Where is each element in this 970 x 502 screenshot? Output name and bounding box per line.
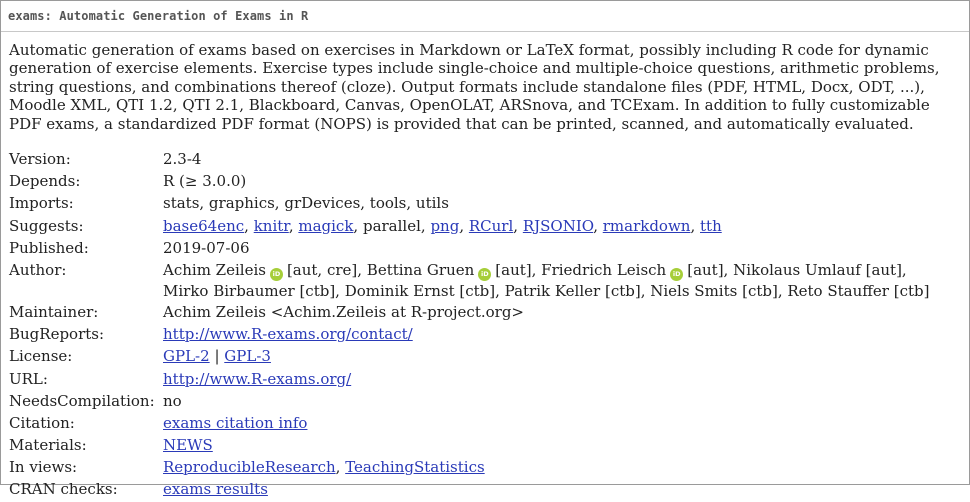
row-published xyxy=(9,238,929,260)
author-line-1 xyxy=(163,260,929,281)
value-citation xyxy=(163,413,929,435)
citation-link[interactable]: exams citation info xyxy=(163,413,308,432)
license-link-gpl2[interactable]: GPL-2 xyxy=(163,347,210,366)
materials-link-news[interactable]: NEWS xyxy=(163,436,213,455)
row-needscompilation xyxy=(9,391,929,413)
value-needscompilation: no xyxy=(163,391,182,410)
orcid-icon[interactable]: iD xyxy=(270,268,283,281)
value-cran-checks xyxy=(163,479,929,501)
license-link-gpl3[interactable]: GPL-3 xyxy=(224,347,271,366)
suggest-link-png[interactable]: png xyxy=(430,216,460,235)
label-cran-checks: CRAN checks: xyxy=(9,480,118,499)
bugreports-link[interactable]: http://www.R-exams.org/contact/ xyxy=(163,325,413,344)
row-license xyxy=(9,346,929,368)
label-published: Published: xyxy=(9,238,89,257)
cran-checks-link[interactable]: exams results xyxy=(163,480,268,499)
suggest-link-base64enc[interactable]: base64enc xyxy=(163,216,245,235)
suggest-link-tth[interactable]: tth xyxy=(700,216,722,235)
author-name-zeileis: Achim Zeileis xyxy=(163,260,266,279)
label-maintainer: Maintainer: xyxy=(9,302,99,321)
label-inviews: In views: xyxy=(9,458,78,477)
row-bugreports xyxy=(9,324,929,346)
label-depends: Depends: xyxy=(9,172,81,191)
author-text-1: [aut, cre], Bettina Gruen xyxy=(286,260,475,279)
suggest-link-rmarkdown[interactable]: rmarkdown xyxy=(602,216,691,235)
orcid-icon[interactable]: iD xyxy=(670,268,683,281)
orcid-icon[interactable]: iD xyxy=(478,268,491,281)
suggest-link-rjsonio[interactable]: RJSONIO xyxy=(522,216,594,235)
url-link[interactable]: http://www.R-exams.org/ xyxy=(163,369,352,388)
row-depends xyxy=(9,171,929,193)
label-bugreports: BugReports: xyxy=(9,325,105,344)
label-citation: Citation: xyxy=(9,413,75,432)
row-version xyxy=(9,149,929,171)
suggest-link-knitr[interactable]: knitr xyxy=(253,216,289,235)
label-version: Version: xyxy=(9,150,71,168)
label-author: Author: xyxy=(9,260,67,279)
package-description: Automatic generation of exams based on exercises in Markdown or LaTeX format, possibly including R code for dynamic generation of exercise elements. Exercise types include single-choice and multiple-choice questions, arithmetic problems, string questions, and combinations thereof (cloze). Output formats include standalone files (PDF, HTML, Docx, ODT, ...), Moodle XML, QTI 1.2, QTI 2.1, Blackboard, Canvas, OpenOLAT, ARSnova, and TCExam. In addition to fully customizable PDF exams, a standardized PDF format (NOPS) is provided that can be printed, scanned, and automatically evaluated. xyxy=(9,41,940,133)
row-author xyxy=(9,260,929,302)
value-materials xyxy=(163,435,929,457)
author-text-3: [aut], Nikolaus Umlauf [aut], xyxy=(687,260,907,279)
suggest-parallel: parallel xyxy=(362,216,421,235)
row-url xyxy=(9,369,929,391)
row-suggests xyxy=(9,216,929,238)
label-suggests: Suggests: xyxy=(9,216,84,235)
label-materials: Materials: xyxy=(9,436,87,455)
author-text-2: [aut], Friedrich Leisch xyxy=(495,260,667,279)
value-url xyxy=(163,369,929,391)
value-maintainer: Achim Zeileis <Achim.Zeileis at R-project.org> xyxy=(163,302,525,321)
value-published: 2019-07-06 xyxy=(163,238,250,257)
title-divider xyxy=(1,31,969,32)
suggest-link-magick[interactable]: magick xyxy=(298,216,354,235)
row-cran-checks xyxy=(9,479,929,501)
value-depends: R (≥ 3.0.0) xyxy=(163,172,247,191)
value-license xyxy=(163,346,929,368)
label-imports: Imports: xyxy=(9,194,74,213)
label-license: License: xyxy=(9,347,73,366)
row-materials xyxy=(9,435,929,457)
page-title: exams: Automatic Generation of Exams in R xyxy=(8,9,309,23)
inviews-link-reproducibleresearch[interactable]: ReproducibleResearch xyxy=(163,458,336,477)
row-imports xyxy=(9,193,929,215)
value-suggests: base64enc, knitr, magick, parallel, png, RCurl, RJSONIO, rmarkdown, tth xyxy=(163,216,722,235)
inviews-link-teachingstatistics[interactable]: TeachingStatistics xyxy=(345,458,485,477)
value-version: 2.3-4 xyxy=(163,150,202,168)
row-citation xyxy=(9,413,929,435)
value-inviews: ReproducibleResearch, TeachingStatistics xyxy=(163,458,485,477)
license-separator: | xyxy=(214,347,220,366)
value-author xyxy=(163,260,929,302)
author-line-2: Mirko Birbaumer [ctb], Dominik Ernst [ctb], Patrik Keller [ctb], Niels Smits [ctb], Reto Stauffer [ctb] xyxy=(163,281,930,300)
label-needscompilation: NeedsCompilation: xyxy=(9,391,155,410)
row-inviews xyxy=(9,457,929,479)
suggest-link-rcurl[interactable]: RCurl xyxy=(468,216,514,235)
package-metadata-table xyxy=(9,149,929,502)
row-maintainer xyxy=(9,302,929,324)
label-url: URL: xyxy=(9,369,48,388)
value-bugreports xyxy=(163,324,929,346)
value-imports: stats, graphics, grDevices, tools, utils xyxy=(163,194,449,213)
